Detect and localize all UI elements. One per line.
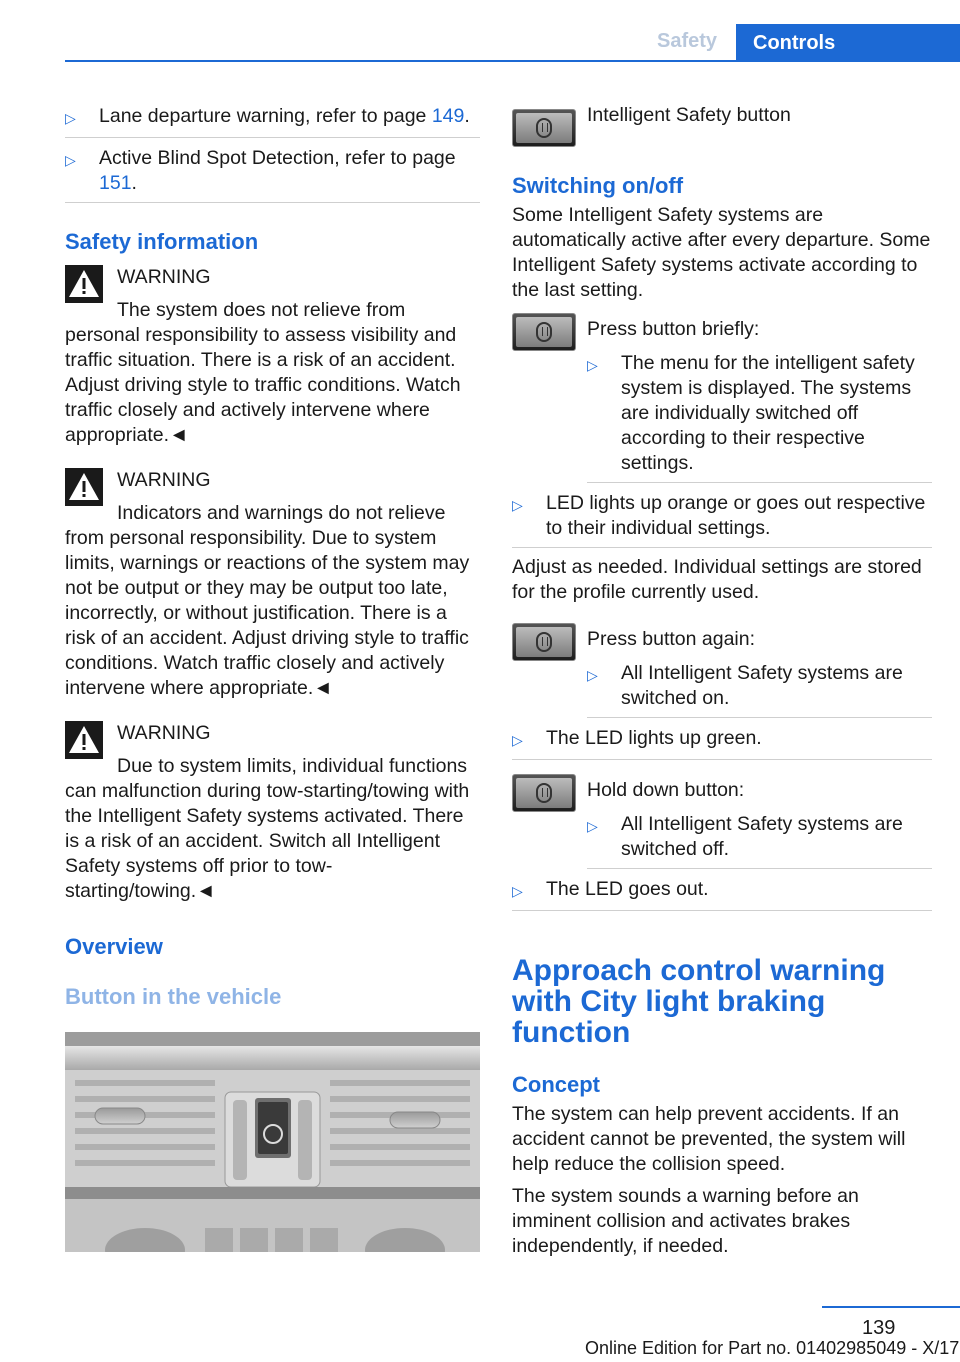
- warning-body: Indicators and warnings do not relieve from personal responsibility. Due to system limits, warnings or reactions of the system may not be output or they may be output too late, incorrectly, or without justification. There is a risk of an accident. Adjust driving style to traffic conditions. Watch traffic closely and actively intervene where appropriate.◄: [65, 502, 470, 699]
- list-item: ▷ The menu for the intelligent safety system is displayed. The systems are individually switched off according to their respective settings.: [587, 350, 932, 483]
- button-in-vehicle-heading: Button in the vehicle: [65, 984, 282, 1009]
- intelligent-safety-button-icon: [512, 313, 576, 351]
- dashboard-vents-image: [65, 1032, 480, 1252]
- press-again-row: [512, 627, 932, 725]
- safety-information-heading: Safety information: [65, 229, 259, 254]
- intelligent-safety-button-icon: [512, 774, 576, 812]
- warning-triangle-icon: [65, 468, 103, 506]
- list-item: ▷ The LED lights up green.: [512, 725, 932, 760]
- hold-down-label: Hold down button:: [587, 779, 745, 801]
- overview-heading: Overview: [65, 934, 163, 959]
- intelligent-safety-button-icon: [512, 623, 576, 661]
- left-column: [65, 103, 480, 1010]
- list-item: ▷ LED lights up orange or goes out respective to their individual settings.: [512, 490, 932, 548]
- triangle-bullet-icon: ▷: [512, 732, 523, 748]
- warning-block: [65, 468, 480, 701]
- warning-block: [65, 265, 480, 448]
- header-section-safety[interactable]: Safety: [657, 30, 718, 52]
- vehicle-button-photo: [65, 1032, 480, 1252]
- footer-rule: [822, 1306, 960, 1308]
- press-again-label: Press button again:: [587, 628, 756, 650]
- triangle-bullet-icon: ▷: [512, 497, 523, 513]
- button-label: Intelligent Safety button: [587, 104, 791, 126]
- list-item: ▷ The LED goes out.: [512, 876, 932, 911]
- triangle-bullet-icon: ▷: [65, 110, 76, 126]
- triangle-bullet-icon: ▷: [587, 667, 598, 683]
- triangle-bullet-icon: ▷: [65, 152, 76, 168]
- approach-control-heading: Approach control warning with City light braking function: [512, 954, 886, 1049]
- press-briefly-row: [512, 317, 932, 490]
- concept-heading: Concept: [512, 1072, 600, 1097]
- switching-heading: Switching on/off: [512, 173, 684, 198]
- switching-intro: Some Intelligent Safety systems are automatically active after every departure. Some Intelligent Safety systems activate according to the last setting.: [512, 204, 931, 301]
- page-link-151[interactable]: 151: [99, 172, 132, 194]
- page-link-149[interactable]: 149: [431, 105, 465, 127]
- press-briefly-label: Press button briefly:: [587, 318, 760, 340]
- warning-body: Due to system limits, individual functions can malfunction during tow-starting/towing with the Intelligent Safety systems activated. There is a risk of an accident. Switch all Intelligent Safety systems off prior to tow-starting/towing.◄: [65, 755, 470, 902]
- hold-down-row: [512, 778, 932, 876]
- warning-title: WARNING: [117, 469, 211, 491]
- list-item: ▷ All Intelligent Safety systems are switched off.: [587, 811, 932, 869]
- triangle-bullet-icon: ▷: [512, 883, 523, 899]
- warning-triangle-icon: [65, 265, 103, 303]
- right-column: [512, 103, 932, 1259]
- triangle-bullet-icon: ▷: [587, 357, 598, 373]
- page-number: 139: [862, 1317, 896, 1339]
- intelligent-safety-button-icon: [512, 109, 576, 147]
- warning-block: [65, 721, 480, 904]
- warning-body: The system does not relieve from personal responsibility to assess visibility and traffic situation. There is a risk of an accident. Adjust driving style to traffic conditions. Watch traffic closely and actively intervene where appropriate.◄: [65, 299, 461, 446]
- concept-paragraph: The system sounds a warning before an imminent collision and activates brakes independently, if needed.: [512, 1185, 859, 1257]
- warning-title: WARNING: [117, 266, 211, 288]
- warning-triangle-icon: [65, 721, 103, 759]
- adjust-text: Adjust as needed. Individual settings are stored for the profile currently used.: [512, 556, 922, 603]
- list-item: ▷ Active Blind Spot Detection, refer to page 151.: [65, 145, 480, 203]
- warning-title: WARNING: [117, 722, 211, 744]
- list-item: ▷ Lane departure warning, refer to page 149.: [65, 103, 480, 138]
- triangle-bullet-icon: ▷: [587, 818, 598, 834]
- edition-line: Online Edition for Part no. 01402985049 - X/17: [585, 1338, 960, 1358]
- concept-paragraph: The system can help prevent accidents. If an accident cannot be prevented, the system will help reduce the collision speed.: [512, 1103, 906, 1175]
- list-item: ▷ All Intelligent Safety systems are switched on.: [587, 660, 932, 718]
- header-chapter-controls[interactable]: Controls: [736, 24, 960, 62]
- button-legend: [512, 104, 932, 147]
